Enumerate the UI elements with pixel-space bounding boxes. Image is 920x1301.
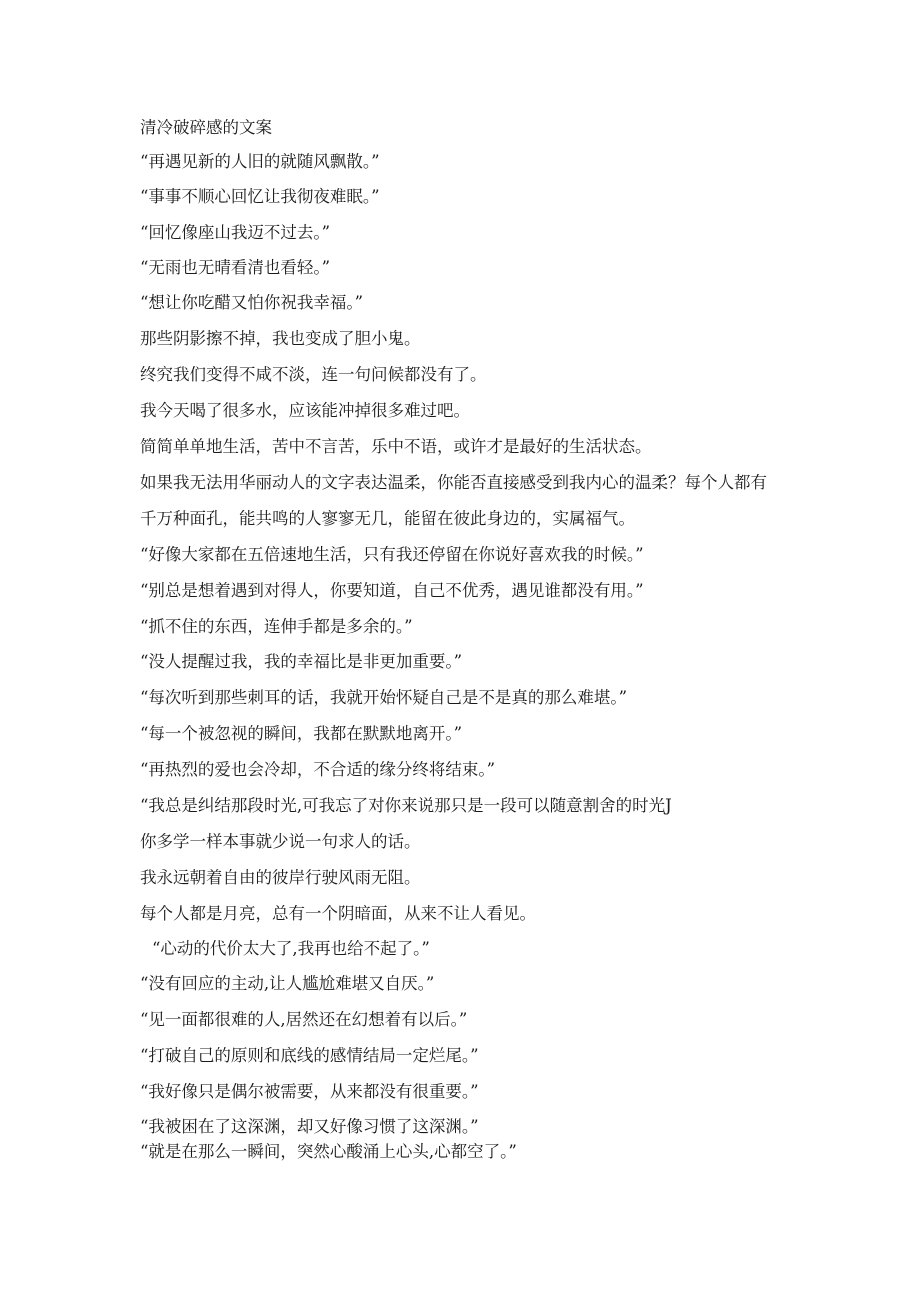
- text-line: 那些阴影擦不掉，我也变成了胆小鬼。: [140, 329, 421, 348]
- text-line: “见一面都很难的人,居然还在幻想着有以后。”: [140, 1010, 468, 1029]
- text-line: “无雨也无晴看清也看轻。”: [140, 258, 331, 277]
- text-line: 简简单单地生活，苦中不言苦，乐中不语，或许才是最好的生活状态。: [140, 437, 652, 456]
- text-line: “再热烈的爱也会冷却，不合适的缘分终将结束。”: [140, 760, 496, 779]
- text-line: “就是在那么一瞬间，突然心酸涌上心头,心都空了。”: [140, 1142, 517, 1161]
- text-line: 我永远朝着自由的彼岸行驶风雨无阻。: [140, 868, 421, 887]
- text-line: “我总是纠结那段时光,可我忘了对你来说那只是一段可以随意割舍的时光J: [140, 796, 672, 815]
- text-line: “回忆像座山我迈不过去。”: [140, 223, 331, 242]
- text-line: 终究我们变得不咸不淡，连一句问候都没有了。: [140, 365, 487, 384]
- text-line: “没人提醒过我，我的幸福比是非更加重要。”: [140, 652, 463, 671]
- text-line: “好像大家都在五倍速地生活，只有我还停留在你说好喜欢我的时候。”: [140, 545, 644, 564]
- document-title: 清冷破碎感的文案: [140, 118, 272, 137]
- text-line: “我好像只是偶尔被需要，从来都没有很重要。”: [140, 1082, 479, 1101]
- text-line: 你多学一样本事就少说一句求人的话。: [140, 832, 421, 851]
- text-line: “抓不住的东西，连伸手都是多余的。”: [140, 617, 413, 636]
- text-line: “再遇见新的人旧的就随风飘散。”: [140, 152, 380, 171]
- text-line: 每个人都是月亮，总有一个阴暗面，从来不让人看见。: [140, 904, 536, 923]
- text-line: “心动的代价太大了,我再也给不起了。”: [152, 939, 430, 958]
- text-line: “每一个被忽视的瞬间，我都在默默地离开。”: [140, 724, 463, 743]
- text-line: “没有回应的主动,让人尴尬难堪又自厌。”: [140, 974, 435, 993]
- text-line: 千万种面孔，能共鸣的人寥寥无几，能留在彼此身边的，实属福气。: [140, 509, 635, 528]
- text-line: “想让你吃醋又怕你祝我幸福。”: [140, 293, 364, 312]
- text-line: “每次听到那些刺耳的话，我就开始怀疑自己是不是真的那么难堪。”: [140, 688, 628, 707]
- text-line: 如果我无法用华丽动人的文字表达温柔，你能否直接感受到我内心的温柔？每个人都有: [140, 473, 767, 492]
- text-line: “打破自己的原则和底线的感情结局一定烂尾。”: [140, 1046, 479, 1065]
- text-line: “我被困在了这深渊，却又好像习惯了这深渊。”: [140, 1117, 479, 1136]
- text-line: “事事不顺心回忆让我彻夜难眠。”: [140, 187, 380, 206]
- text-line: 我今天喝了很多水，应该能冲掉很多难过吧。: [140, 401, 470, 420]
- text-line: “别总是想着遇到对得人，你要知道，自己不优秀，遇见谁都没有用。”: [140, 581, 644, 600]
